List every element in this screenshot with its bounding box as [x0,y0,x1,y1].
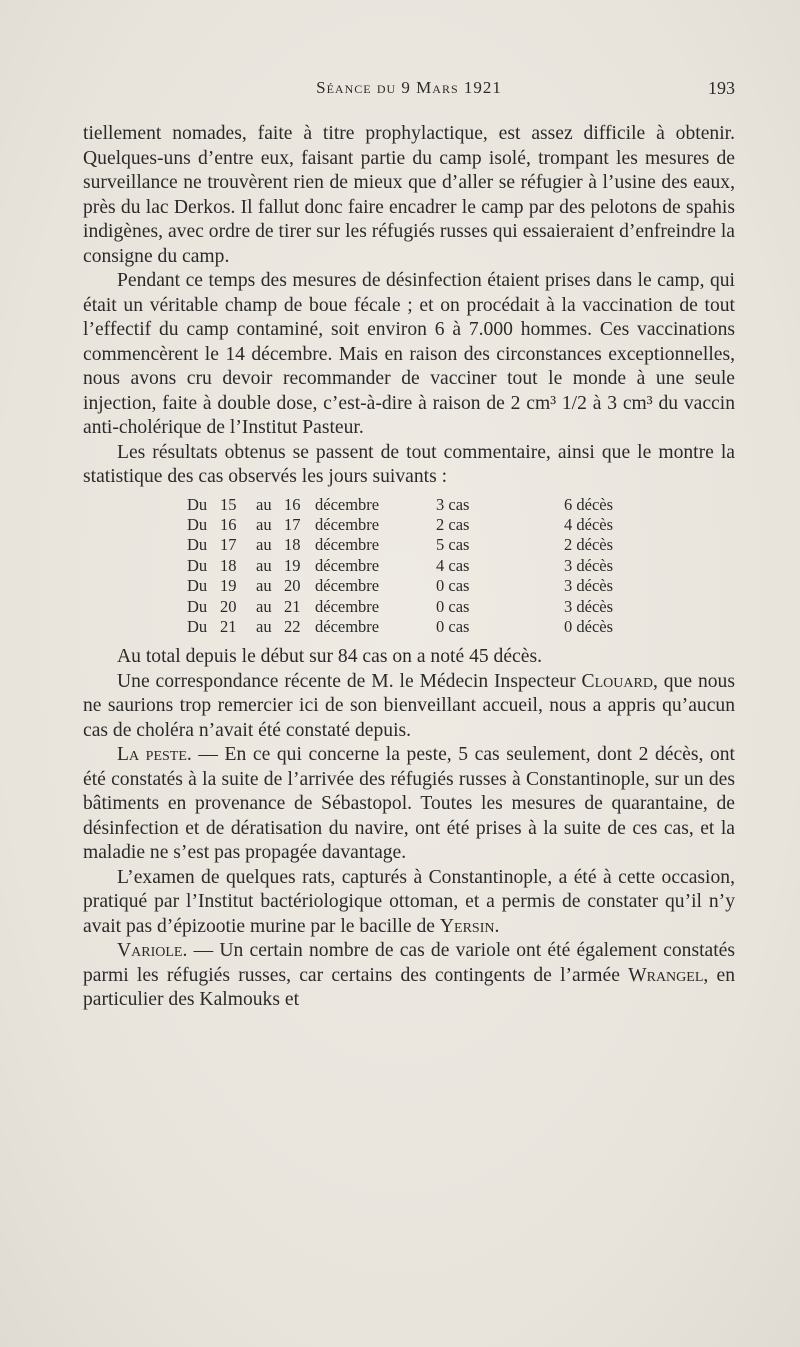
paragraphs-before-table [83,122,735,490]
paragraph [83,441,735,490]
text-run: — Un certain nombre de cas de variole ont été également constatés parmi les réfugiés russes, car certains des contingents de l’armée [83,940,735,986]
paragraph [83,866,735,940]
text-run: Au total depuis le début sur 84 cas on a noté 45 décès. [117,646,542,668]
cell-au: au [256,535,272,555]
cell-month: décembre [315,535,380,555]
text-run: , en particulier des Kalmouks et [83,964,735,1011]
cell-deces: 2 décès [564,535,614,555]
table-row [187,576,644,596]
cell-from: 20 [220,596,237,616]
text-run: , que nous ne saurions trop remercier ici de son bienveillant accueil, nous a appris qu’aucun cas de choléra n’avait été constaté depuis. [83,670,735,741]
cell-au: au [256,576,272,596]
text-run: . [494,915,500,937]
cell-month: décembre [315,555,380,575]
cell-cas: 0 cas [436,576,470,596]
cell-du: Du [187,494,208,514]
cell-au: au [256,616,272,636]
cell-au: au [256,596,272,616]
cell-deces: 3 décès [564,596,614,616]
text-run: Une correspondance récente de M. le Médecin Inspecteur [117,670,582,692]
cell-month: décembre [315,576,380,596]
cell-du: Du [187,596,208,616]
cell-to: 16 [284,494,301,514]
cell-deces: 3 décès [564,555,614,575]
cell-month: décembre [315,494,380,514]
small-caps-name: Variole. [117,940,188,962]
cell-to: 22 [284,616,301,636]
table-row [187,515,644,535]
cell-to: 18 [284,535,301,555]
cell-month: décembre [315,616,380,636]
cell-deces: 0 décès [564,616,614,636]
cell-cas: 2 cas [436,514,470,534]
paragraph [83,743,735,866]
cell-from: 21 [220,616,237,636]
table-row [187,617,644,637]
cholera-statistics-table [187,495,644,638]
table-row [187,535,644,555]
paragraph [83,939,735,1013]
cell-to: 21 [284,596,301,616]
table-row [187,495,644,515]
cell-cas: 5 cas [436,535,470,555]
cell-deces: 3 décès [564,576,614,596]
paragraph [83,645,735,670]
cell-du: Du [187,535,208,555]
cell-du: Du [187,555,208,575]
cell-cas: 3 cas [436,494,470,514]
cell-cas: 0 cas [436,616,470,636]
cell-cas: 0 cas [436,596,470,616]
body-text [83,122,735,1013]
paragraph [83,269,735,441]
cell-au: au [256,514,272,534]
cell-au: au [256,555,272,575]
text-run: L’examen de quelques rats, capturés à Constantinople, a été à cette occasion, pratiqué par l’Institut bactériologique ottoman, et a permis de constater qu’il n’y avait pas d’épizootie murine par le bacille de [83,866,735,937]
cell-from: 17 [220,535,237,555]
paragraphs-after-table [83,645,735,1013]
table-row [187,556,644,576]
cell-from: 19 [220,576,237,596]
text-run: Pendant ce temps des mesures de désinfection étaient prises dans le camp, qui était un véritable champ de boue fécale ; et on procédait à la vaccination de tout l’effectif du camp contaminé, soit environ 6 à 7.000 hommes. Ces vaccinations commencèrent le 14 décembre. Mais en raison des circonstances exceptionnelles, nous avons cru devoir recommander de vacciner tout le monde à une seule injection, faite à double dose, c’est-à-dire à raison de 2 cm³ 1/2 à 3 cm³ du vaccin anti-cholérique de l’Institut Pasteur. [83,270,735,438]
text-run: — En ce qui concerne la peste, 5 cas seulement, dont 2 décès, ont été constatés à la suite de l’arrivée des réfugiés russes à Constantinople, sur un des bâtiments en provenance de Sébastopol. Toutes les mesures de quarantaine, de désinfection et de dératisation du navire, ont été prises à la suite de ces cas, et la maladie ne s’est pas propagée davantage. [83,744,735,864]
small-caps-name: Clouard [581,670,653,692]
cell-to: 17 [284,514,301,534]
cell-du: Du [187,514,208,534]
table-row [187,597,644,617]
text-run: Les résultats obtenus se passent de tout commentaire, ainsi que le montre la statistique des cas observés les jours suivants : [83,441,735,487]
cell-du: Du [187,576,208,596]
cell-du: Du [187,616,208,636]
small-caps-name: Wrangel [628,964,704,986]
page-header [83,78,735,102]
text-run: tiellement nomades, faite à titre prophylactique, est assez difficile à obtenir. Quelques-uns d’entre eux, faisant partie du camp isolé, trompant les mesures de surveillance ne trouvèrent rien de mieux que d’aller se réfugier à l’usine des eaux, près du lac Derkos. Il fallut donc faire encadrer le camp par des pelotons de spahis indigènes, avec ordre de tirer sur les réfugiés russes qui essaieraient d’enfreindre la consigne du camp. [83,123,735,267]
cell-month: décembre [315,596,380,616]
running-title: Séance du 9 Mars 1921 [316,78,502,97]
cell-deces: 4 décès [564,514,614,534]
small-caps-name: La peste. [117,744,192,766]
paragraph [83,670,735,744]
cell-deces: 6 décès [564,494,614,514]
cell-month: décembre [315,514,380,534]
cell-to: 19 [284,555,301,575]
page-number: 193 [708,78,735,98]
small-caps-name: Yersin [439,915,495,937]
cell-cas: 4 cas [436,555,470,575]
cell-to: 20 [284,576,301,596]
cell-from: 16 [220,514,237,534]
cell-from: 18 [220,555,237,575]
cell-au: au [256,494,272,514]
paragraph [83,122,735,269]
cell-from: 15 [220,494,237,514]
